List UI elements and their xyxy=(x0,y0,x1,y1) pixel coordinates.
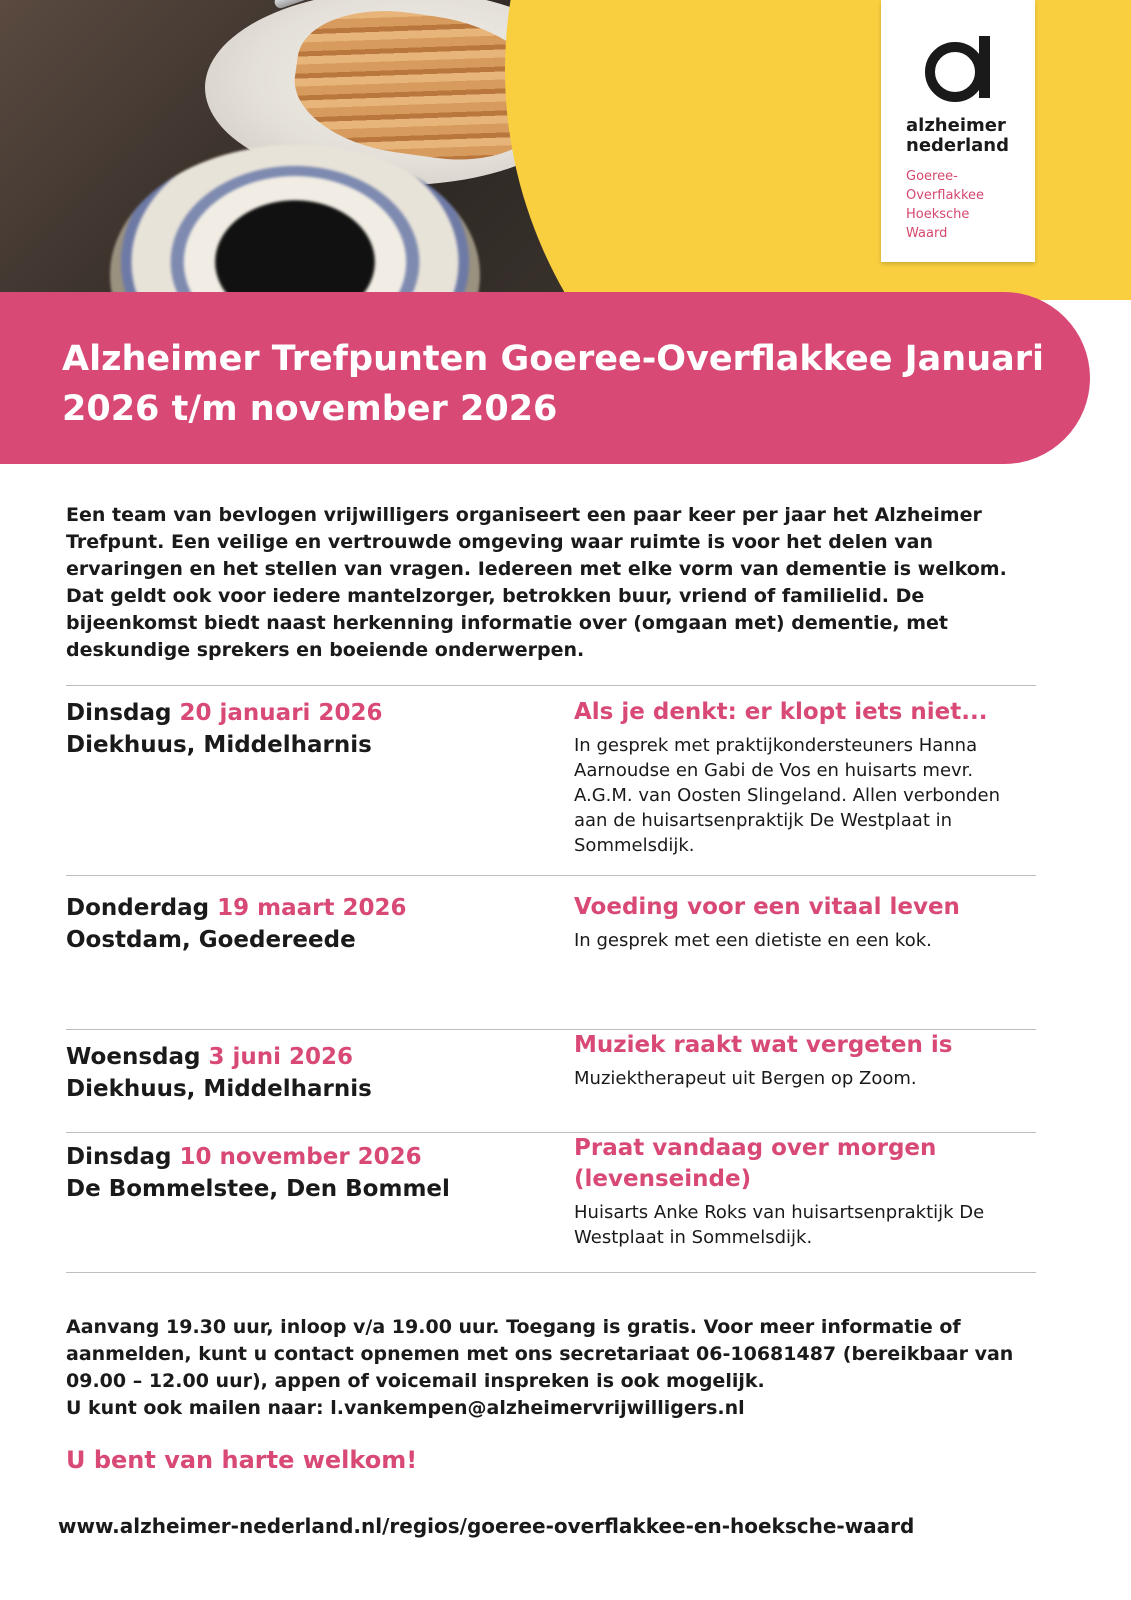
event-location: Oostdam, Goedereede xyxy=(66,927,356,953)
divider xyxy=(66,685,1036,686)
website-link[interactable]: www.alzheimer-nederland.nl/regios/goeree-overflakkee-en-hoeksche-waard xyxy=(58,1514,915,1538)
event-description: In gesprek met praktijkondersteuners Hanna Aarnoudse en Gabi de Vos en huisarts mevr. A.G.M. van Oosten Slingeland. Allen verbonden aan de huisartsenpraktijk De Westplaat in Sommelsdijk. xyxy=(574,735,1001,856)
welcome-text: U bent van harte welkom! xyxy=(66,1446,418,1474)
logo-a-icon xyxy=(922,28,994,106)
event-title: Voeding voor een vitaal leven xyxy=(574,894,960,920)
yellow-decoration xyxy=(505,0,1131,300)
event-when-where xyxy=(66,892,526,956)
divider xyxy=(66,1272,1036,1273)
page-title: Alzheimer Trefpunten Goeree-Overflakkee Januari 2026 t/m november 2026 xyxy=(62,339,1044,429)
event-day: Dinsdag xyxy=(66,700,172,726)
logo-region: Goeree- Overflakkee Hoeksche Waard xyxy=(906,169,985,241)
email-link[interactable]: l.vankempen@alzheimervrijwilligers.nl xyxy=(330,1397,745,1419)
event-title: Als je denkt: er klopt iets niet... xyxy=(574,699,988,725)
organization-logo xyxy=(881,0,1035,262)
event-description: Huisarts Anke Roks van huisartsenpraktijk De Westplaat in Sommelsdijk. xyxy=(574,1202,985,1248)
practical-info xyxy=(66,1314,1056,1422)
logo-name: alzheimer nederland xyxy=(906,115,1010,156)
event-date: 19 maart 2026 xyxy=(217,895,407,921)
event-day: Woensdag xyxy=(66,1044,201,1070)
event-location: Diekhuus, Middelharnis xyxy=(66,732,372,758)
event-date: 3 juni 2026 xyxy=(208,1044,354,1070)
event-description: Muziektherapeut uit Bergen op Zoom. xyxy=(574,1068,917,1089)
event-when-where xyxy=(66,1041,526,1105)
event-date: 10 november 2026 xyxy=(179,1144,422,1170)
event-details xyxy=(574,892,1036,953)
event-title: Praat vandaag over morgen (levenseinde) xyxy=(574,1135,937,1192)
event-location: De Bommelstee, Den Bommel xyxy=(66,1176,450,1202)
event-day: Donderdag xyxy=(66,895,210,921)
intro-text: Een team van bevlogen vrijwilligers organiseert een paar keer per jaar het Alzheimer Trefpunt. Een veilige en vertrouwde omgeving waar ruimte is voor het delen van ervaringen en het stellen van vragen. Iedereen met elke vorm van dementie is welkom. Dat geldt ook voor iedere mantelzorger, betrokken buur, vriend of familielid. De bijeenkomst biedt naast herkenning informatie over (omgaan met) dementie, met deskundige sprekers en boeiende onderwerpen. xyxy=(66,504,1007,661)
email-line xyxy=(66,1395,1056,1422)
event-details xyxy=(574,697,1036,858)
event-location: Diekhuus, Middelharnis xyxy=(66,1076,372,1102)
event-details xyxy=(574,1133,1036,1250)
event-date: 20 januari 2026 xyxy=(179,700,383,726)
email-prefix: U kunt ook mailen naar: xyxy=(66,1397,331,1419)
event-when-where xyxy=(66,697,526,761)
event-title: Muziek raakt wat vergeten is xyxy=(574,1032,953,1058)
event-description: In gesprek met een dietiste en een kok. xyxy=(574,930,932,951)
divider xyxy=(66,875,1036,876)
event-when-where xyxy=(66,1141,526,1205)
event-details xyxy=(574,1030,1036,1091)
event-day: Dinsdag xyxy=(66,1144,172,1170)
practical-info-text: Aanvang 19.30 uur, inloop v/a 19.00 uur. Toegang is gratis. Voor meer informatie of aanmelden, kunt u contact opnemen met ons secretariaat 06-10681487 (bereikbaar van 09.00 – 12.00 uur), appen of voicemail inspreken is ook mogelijk. xyxy=(66,1316,1014,1392)
